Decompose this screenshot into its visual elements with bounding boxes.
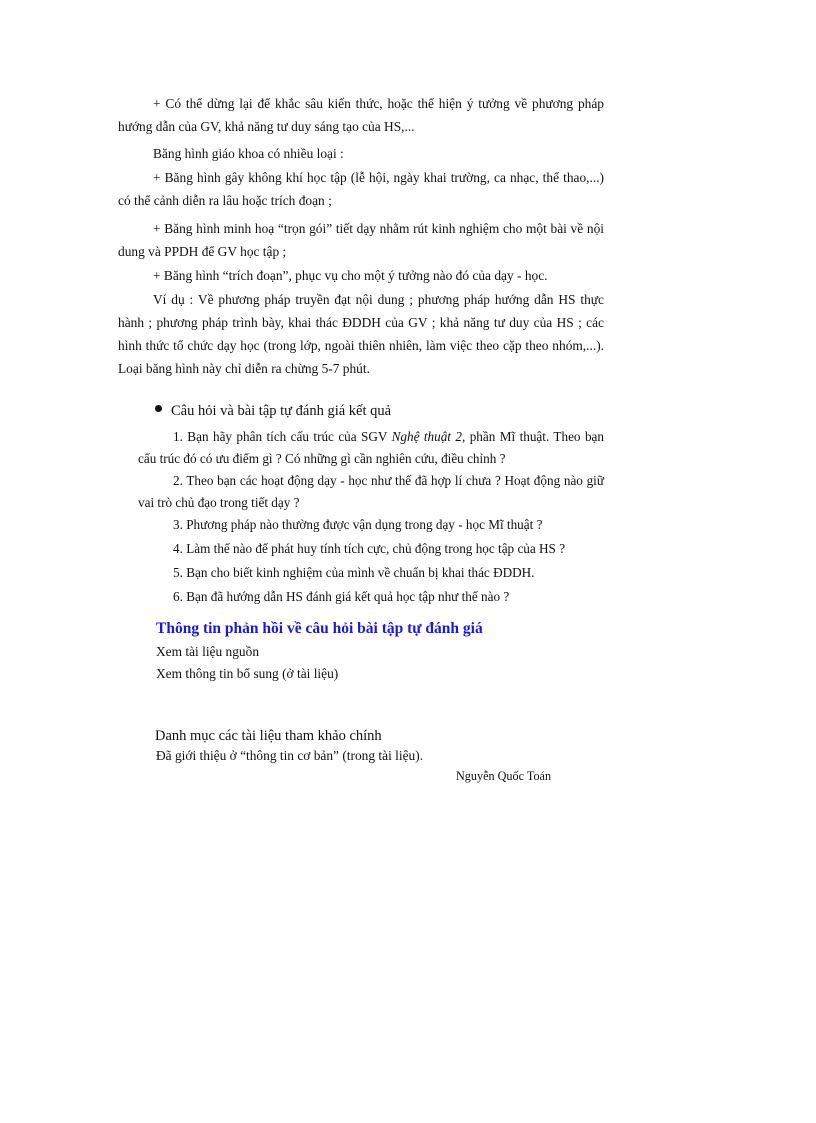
feedback-line-source: Xem tài liệu nguồn bbox=[156, 644, 260, 659]
paragraph-full-lesson-video: + Băng hình minh hoạ “trọn gói” tiết dạy nhằm rút kinh nghiệm cho một bài về nội dung và PPDH để GV học tập ; bbox=[118, 221, 604, 259]
paragraph-pause-note: + Có thể dừng lại để khắc sâu kiến thức, hoặc thể hiện ý tưởng về phương pháp hướng dẫn của GV, khả năng tư duy sáng tạo của HS,... bbox=[118, 96, 604, 134]
exercises-heading bbox=[155, 400, 391, 422]
question-3: 3. Phương pháp nào thường được vận dụng trong dạy - học Mĩ thuật ? bbox=[173, 517, 543, 532]
references-note: Đã giới thiệu ở “thông tin cơ bản” (trong tài liệu). bbox=[156, 748, 424, 763]
references-title: Danh mục các tài liệu tham khảo chính bbox=[155, 728, 382, 744]
author-signature: Nguyễn Quốc Toán bbox=[456, 769, 552, 783]
question-1-text-start: 1. Bạn hãy phân tích cấu trúc của SGV bbox=[173, 429, 392, 444]
question-1-text-end: , phần Mĩ thuật. Theo bạn cấu trúc đó có ưu điểm gì ? Có những gì cần nghiên cứu, điều chỉnh ? bbox=[138, 429, 604, 466]
bullet-icon bbox=[155, 405, 162, 412]
paragraph-excerpt-video: + Băng hình “trích đoạn”, phục vụ cho một ý tưởng nào đó của dạy - học. bbox=[153, 268, 548, 283]
question-1 bbox=[138, 426, 604, 470]
feedback-line-supplement: Xem thông tin bổ sung (ở tài liệu) bbox=[156, 666, 339, 681]
feedback-title: Thông tin phản hồi về câu hỏi bài tập tự đánh giá bbox=[156, 620, 483, 637]
question-6: 6. Bạn đã hướng dẫn HS đánh giá kết quả học tập như thế nào ? bbox=[173, 589, 510, 604]
exercises-heading-text: Câu hỏi và bài tập tự đánh giá kết quả bbox=[171, 403, 392, 419]
paragraph-example: Ví dụ : Về phương pháp truyền đạt nội dung ; phương pháp hướng dẫn HS thực hành ; phương pháp trình bày, khai thác ĐDDH của GV ; khả năng tư duy của HS ; các hình thức tổ chức dạy học (trong lớp, ngoài thiên nhiên, làm việc theo cặp theo nhóm,...). Loại băng hình này chỉ diễn ra chừng 5-7 phút. bbox=[118, 292, 604, 376]
question-4: 4. Làm thế nào để phát huy tính tích cực, chủ động trong học tập của HS ? bbox=[173, 541, 566, 556]
question-5: 5. Bạn cho biết kinh nghiệm của mình về chuẩn bị khai thác ĐDDH. bbox=[173, 565, 535, 580]
question-2: 2. Theo bạn các hoạt động dạy - học như thế đã hợp lí chưa ? Hoạt động nào giữ vai trò chủ đạo trong tiết dạy ? bbox=[138, 473, 604, 510]
question-1-book-title: Nghệ thuật 2 bbox=[391, 429, 462, 444]
paragraph-atmosphere-video: + Băng hình gây không khí học tập (lễ hội, ngày khai trường, ca nhạc, thể thao,...) có thể cảnh diễn ra lâu hoặc trích đoạn ; bbox=[118, 170, 604, 208]
paragraph-video-types: Băng hình giáo khoa có nhiều loại : bbox=[153, 146, 344, 161]
